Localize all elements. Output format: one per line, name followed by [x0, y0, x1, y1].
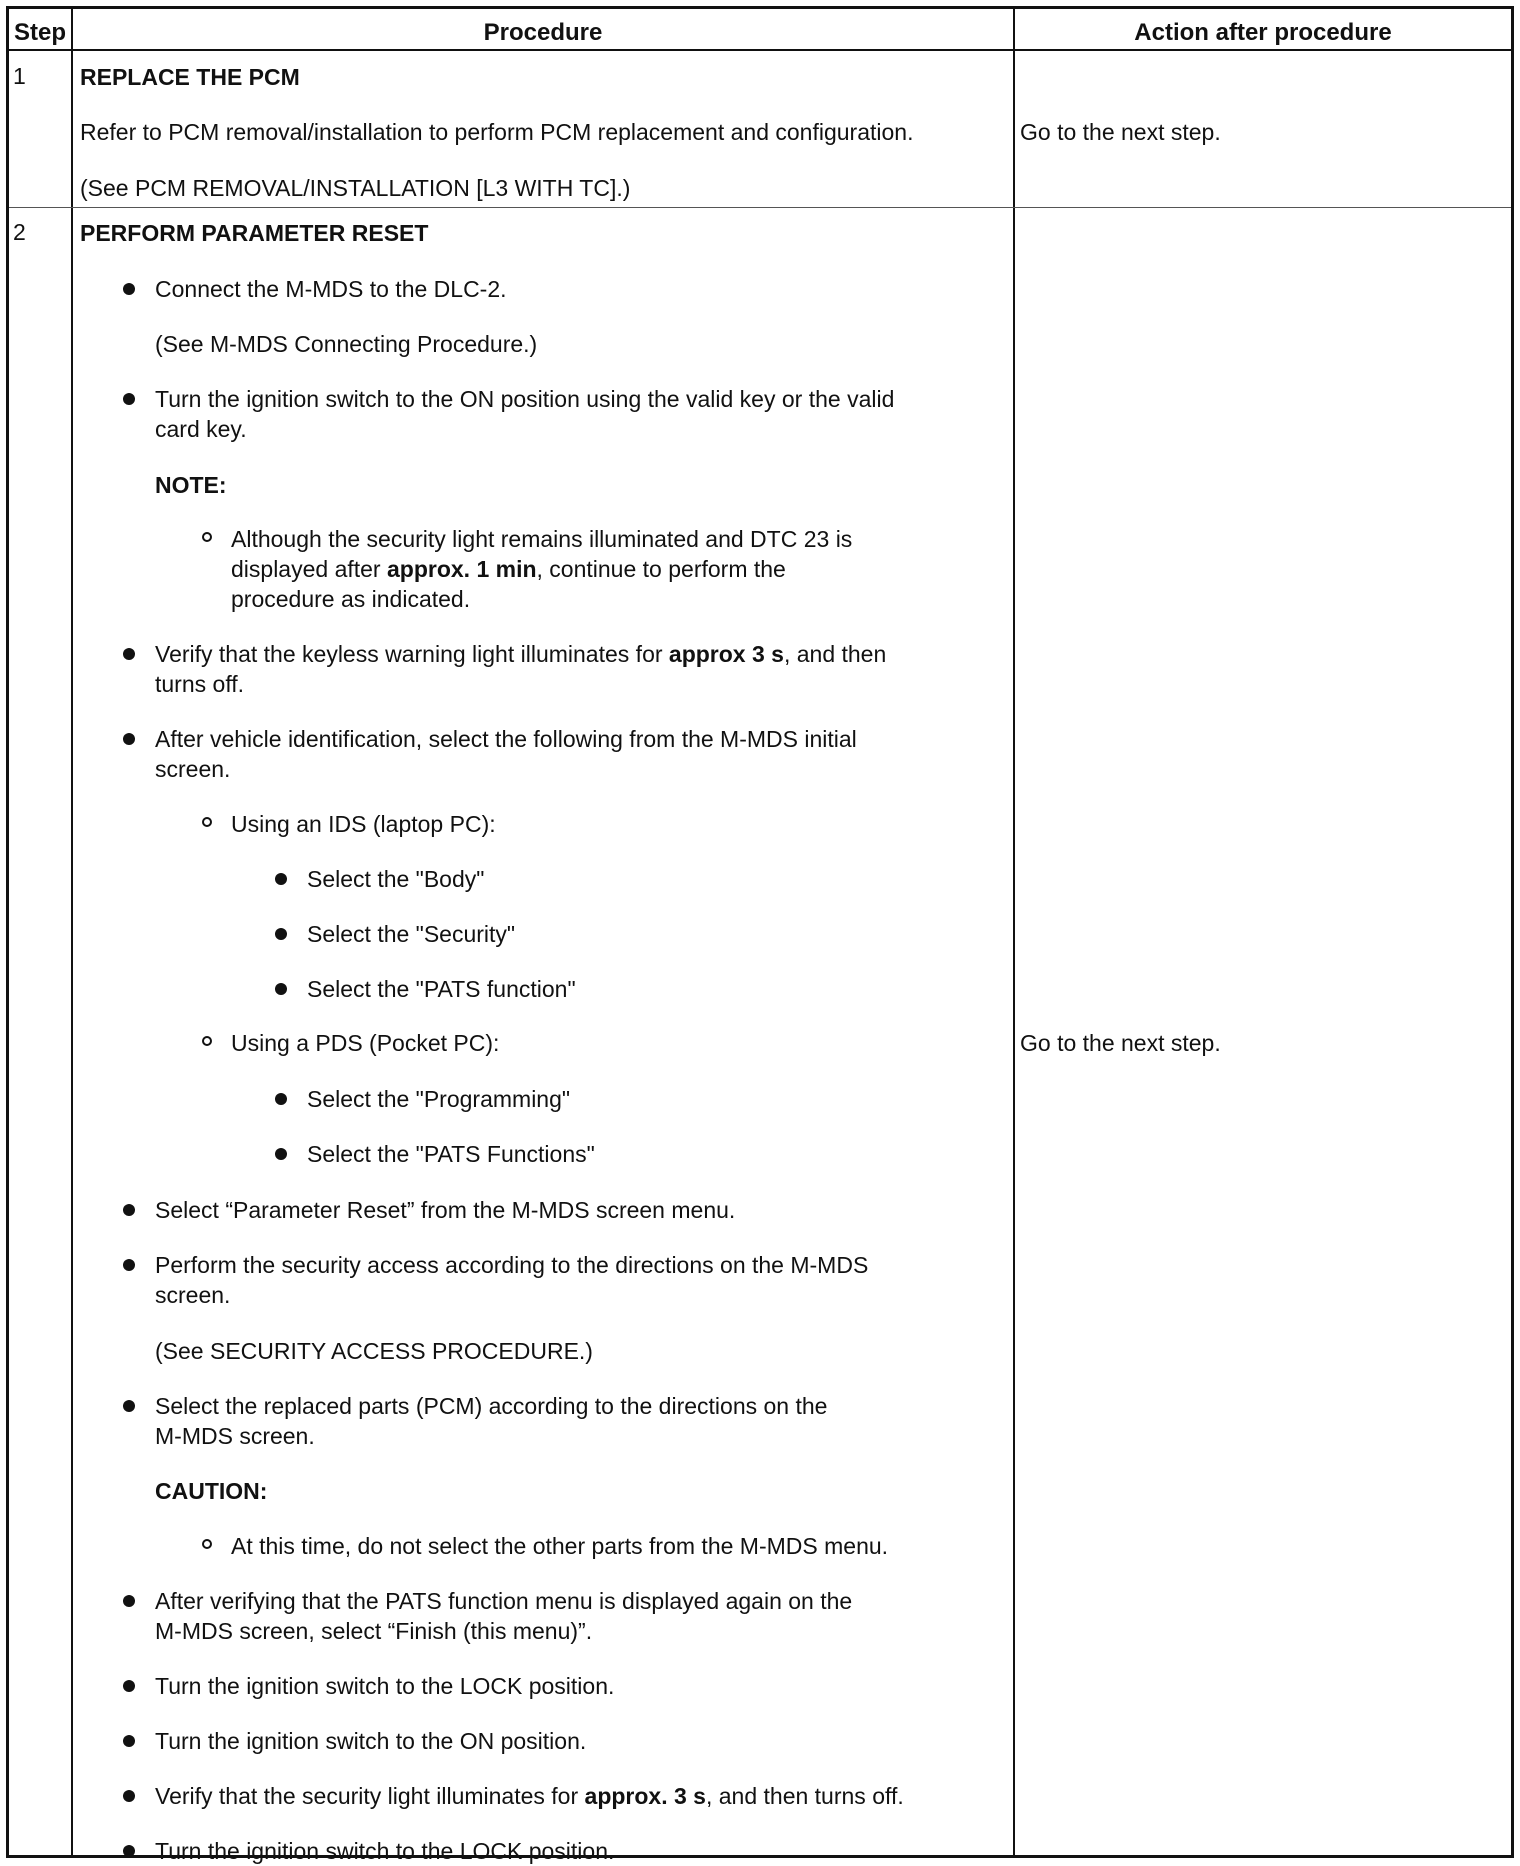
- step-number: 1: [13, 63, 26, 89]
- procedure-text: Refer to PCM removal/installation to perform PCM replacement and configuration.: [80, 119, 914, 145]
- bullet-text: Verify that the keyless warning light illuminates for approx 3 s, and then: [155, 641, 887, 667]
- bullet-icon: [123, 1595, 135, 1607]
- bullet-text: M-MDS screen.: [155, 1423, 315, 1449]
- column-divider: [1013, 9, 1015, 1855]
- step-title: PERFORM PARAMETER RESET: [80, 220, 429, 246]
- bullet-text: Select “Parameter Reset” from the M-MDS screen menu.: [155, 1197, 736, 1223]
- sub-bullet-text: Using a PDS (Pocket PC):: [231, 1030, 500, 1056]
- bullet-icon: [123, 1790, 135, 1802]
- bullet-text: After verifying that the PATS function menu is displayed again on the: [155, 1588, 853, 1614]
- bullet-text: screen.: [155, 1282, 231, 1308]
- bullet-icon: [123, 648, 135, 660]
- header-step: Step: [13, 19, 66, 46]
- bullet-text: Turn the ignition switch to the LOCK position.: [155, 1673, 615, 1699]
- action-text: Go to the next step.: [1020, 1030, 1221, 1056]
- row-divider: [9, 207, 1511, 208]
- sub-sub-bullet-text: Select the "Programming": [307, 1086, 571, 1112]
- column-divider: [71, 9, 73, 1855]
- bullet-text: Turn the ignition switch to the ON position using the valid key or the valid: [155, 386, 895, 412]
- reference-text: (See M-MDS Connecting Procedure.): [155, 331, 538, 357]
- bullet-icon: [123, 283, 135, 295]
- bullet-icon: [123, 393, 135, 405]
- header-action: Action after procedure: [1134, 19, 1392, 46]
- bullet-text: Turn the ignition switch to the LOCK position.: [155, 1838, 615, 1864]
- bullet-text: Verify that the security light illuminates for approx. 3 s, and then turns off.: [155, 1783, 904, 1809]
- circle-bullet-icon: [202, 532, 212, 542]
- bullet-text: Select the replaced parts (PCM) according to the directions on the: [155, 1393, 828, 1419]
- header-procedure: Procedure: [483, 19, 603, 46]
- sub-sub-bullet-text: Select the "Security": [307, 921, 516, 947]
- reference-text: (See SECURITY ACCESS PROCEDURE.): [155, 1338, 593, 1364]
- caution-label: CAUTION:: [155, 1478, 268, 1504]
- reference-text: (See PCM REMOVAL/INSTALLATION [L3 WITH TC].): [80, 175, 631, 201]
- bullet-icon: [275, 1148, 287, 1160]
- circle-bullet-icon: [202, 1539, 212, 1549]
- bullet-text: Connect the M-MDS to the DLC-2.: [155, 276, 507, 302]
- bullet-icon: [123, 1204, 135, 1216]
- bullet-text: screen.: [155, 756, 231, 782]
- note-text: displayed after approx. 1 min, continue to perform the: [231, 556, 786, 582]
- bullet-text: Turn the ignition switch to the ON position.: [155, 1728, 587, 1754]
- step-title: REPLACE THE PCM: [80, 64, 300, 90]
- header-divider: [9, 49, 1511, 51]
- circle-bullet-icon: [202, 1036, 212, 1046]
- bullet-text: After vehicle identification, select the following from the M-MDS initial: [155, 726, 857, 752]
- procedure-table: [6, 6, 1514, 1864]
- bullet-icon: [123, 1400, 135, 1412]
- sub-bullet-text: Using an IDS (laptop PC):: [231, 811, 496, 837]
- sub-sub-bullet-text: Select the "PATS Functions": [307, 1141, 595, 1167]
- bullet-icon: [123, 1259, 135, 1271]
- step-number: 2: [13, 219, 26, 245]
- caution-text: At this time, do not select the other parts from the M-MDS menu.: [231, 1533, 889, 1559]
- bullet-icon: [275, 928, 287, 940]
- bullet-icon: [275, 983, 287, 995]
- bullet-text: Perform the security access according to the directions on the M-MDS: [155, 1252, 869, 1278]
- bullet-icon: [123, 1735, 135, 1747]
- note-text: procedure as indicated.: [231, 586, 471, 612]
- bullet-icon: [275, 873, 287, 885]
- bullet-icon: [123, 733, 135, 745]
- note-label: NOTE:: [155, 472, 227, 498]
- note-text: Although the security light remains illuminated and DTC 23 is: [231, 526, 853, 552]
- circle-bullet-icon: [202, 817, 212, 827]
- bullet-icon: [275, 1093, 287, 1105]
- bullet-icon: [123, 1680, 135, 1692]
- sub-sub-bullet-text: Select the "PATS function": [307, 976, 576, 1002]
- bullet-text: card key.: [155, 416, 247, 442]
- bullet-text: M-MDS screen, select “Finish (this menu)”.: [155, 1618, 593, 1644]
- action-text: Go to the next step.: [1020, 119, 1221, 145]
- bullet-icon: [123, 1845, 135, 1857]
- sub-sub-bullet-text: Select the "Body": [307, 866, 485, 892]
- bullet-text: turns off.: [155, 671, 245, 697]
